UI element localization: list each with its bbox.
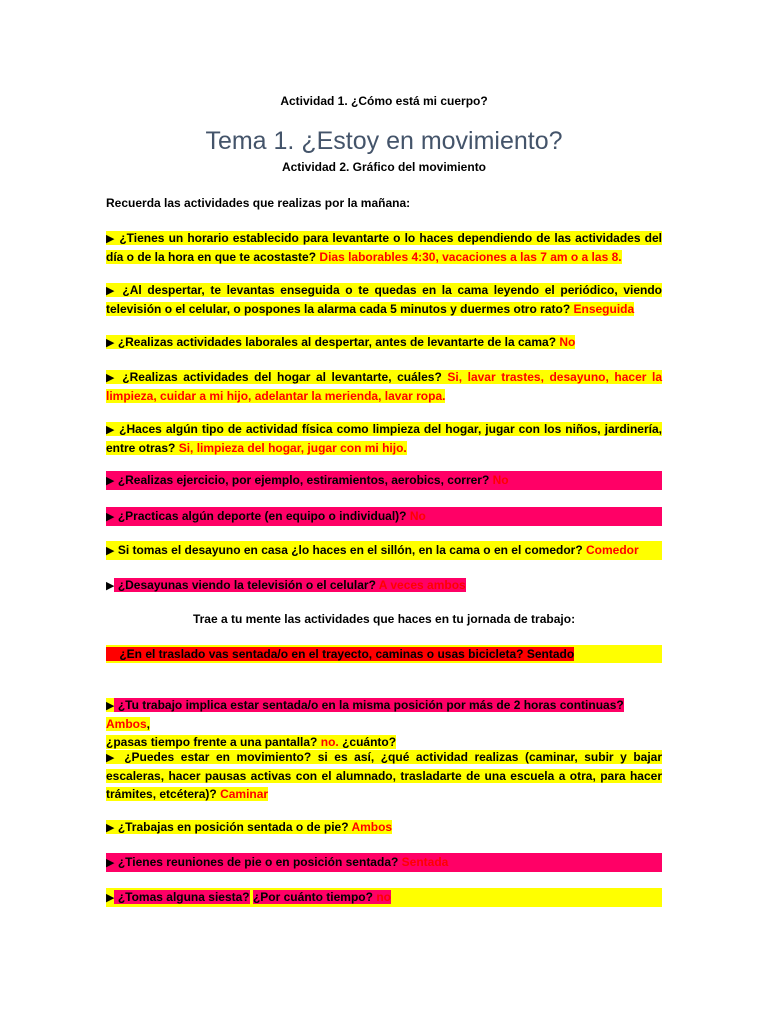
bullet-icon: ▶ [106,372,117,384]
answer-text: Ambos [351,820,393,834]
bullet-icon: ▶ [106,857,115,869]
question-text-2: ¿pasas tiempo frente a una pantalla? [106,735,318,749]
question-text-2: ¿Por cuánto tiempo? [252,890,373,904]
question-text-3: ¿cuánto? [342,735,397,749]
answer-text: Sentado [526,647,575,661]
question-text: ¿Desayunas viendo la televisión o el celular? [117,578,376,592]
answer-text: No [559,335,576,349]
bullet-icon: ▶ [106,545,115,557]
question-text: ¿Practicas algún deporte (en equipo o individual)? [117,509,407,523]
question-text: ¿Realizas ejercicio, por ejemplo, estiramientos, aerobics, correr? [117,473,490,487]
answer-text: Caminar [220,787,269,801]
answer-text: No [409,509,426,523]
question-text: Si tomas el desayuno en casa ¿lo haces en el sillón, en la cama o en el comedor? [117,543,583,557]
question-text: ¿Al despertar, te levantas enseguida o te quedas en la cama leyendo el periódico, viendo televisión o el celular, o pospones la alarma cada 5 minutos y duermes otro rato? [106,283,663,316]
question-14 [106,853,662,872]
question-7 [106,507,662,526]
answer-text: no [376,890,391,904]
bullet-icon: ▶ [106,424,116,436]
answer-text: Si, lavar trastes, desayuno, hacer la limpieza, cuidar a mi hijo, adelantar la merienda, lavar ropa. [106,370,662,403]
answer-text: Enseguida [573,302,635,316]
answer-text: Sentada [401,855,449,869]
question-8 [106,541,662,560]
section2-intro: Trae a tu mente las actividades que haces en tu jornada de trabajo: [192,612,576,626]
activity2-heading: Actividad 2. Gráfico del movimiento [281,160,487,174]
question-10 [106,645,662,663]
question-text: ¿Tomas alguna siesta? [117,890,250,904]
bullet-icon: ▶ [106,700,115,712]
answer-text: Ambos [106,717,147,731]
question-11: ▶ ¿Tu trabajo implica estar sentada/o en la misma posición por más de 2 horas continuas? Ambos, ¿pasas tiempo frente a una pantalla? no. ¿cuánto? [106,698,624,749]
question-2 [106,281,662,318]
answer-text: Comedor [586,543,639,557]
question-5 [106,420,662,457]
bullet-icon: ▶ [106,233,116,245]
bullet-icon: ▶ [106,475,115,487]
question-text: ¿Tu trabajo implica estar sentada/o en la misma posición por más de 2 horas continuas? [117,698,624,712]
question-4 [106,368,662,405]
question-1 [106,229,662,266]
question-text: ¿Trabajas en posición sentada o de pie? [117,820,349,834]
bullet-icon: ▶ [106,511,115,523]
answer-text: Dias laborables 4:30, vacaciones a las 7 am o a las 8. [319,250,622,264]
question-text: ¿En el traslado vas sentada/o en el trayecto, caminas o usas bicicleta? [119,647,524,661]
bullet-icon: ▶ [106,285,117,297]
question-text: ¿Realizas actividades laborales al despertar, antes de levantarte de la cama? [117,335,557,349]
answer-text: No [492,473,509,487]
question-6 [106,471,662,490]
question-3 [106,333,662,352]
question-12 [106,748,662,803]
answer-text: Si, limpieza del hogar, jugar con mi hijo. [178,441,407,455]
theme-title: Tema 1. ¿Estoy en movimiento? [205,127,563,155]
activity1-heading: Actividad 1. ¿Cómo está mi cuerpo? [280,94,488,108]
question-text: ¿Haces algún tipo de actividad física como limpieza del hogar, jugar con los niños, jardinería, entre otras? [106,422,662,455]
question-13 [106,818,662,837]
question-text: ¿Tienes reuniones de pie o en posición sentada? [117,855,399,869]
question-text: ¿Realizas actividades del hogar al levantarte, cuáles? [122,370,442,384]
section1-intro: Recuerda las actividades que realizas por la mañana: [106,196,411,210]
answer-text-2: no [320,735,336,749]
question-text: ¿Tienes un horario establecido para levantarte o lo haces dependiendo de las actividades del día o de la hora en que te acostaste? [106,231,662,264]
bullet-icon: ▶ [106,580,115,592]
question-9 [106,576,662,595]
answer-text: A veces ambos [378,578,466,592]
bullet-icon: ▶ [106,752,118,764]
bullet-icon: ▶ [106,822,115,834]
question-text: ¿Puedes estar en movimiento? si es así, ¿qué actividad realizas (caminar, subir y bajar escaleras, hacer pausas activas con el alumnado, trasladarte de una escuela a otra, para hacer trámites, etcétera)? [106,750,663,801]
bullet-icon: ▶ [106,892,115,904]
bullet-icon: ▶ [106,337,115,349]
question-15 [106,888,662,907]
